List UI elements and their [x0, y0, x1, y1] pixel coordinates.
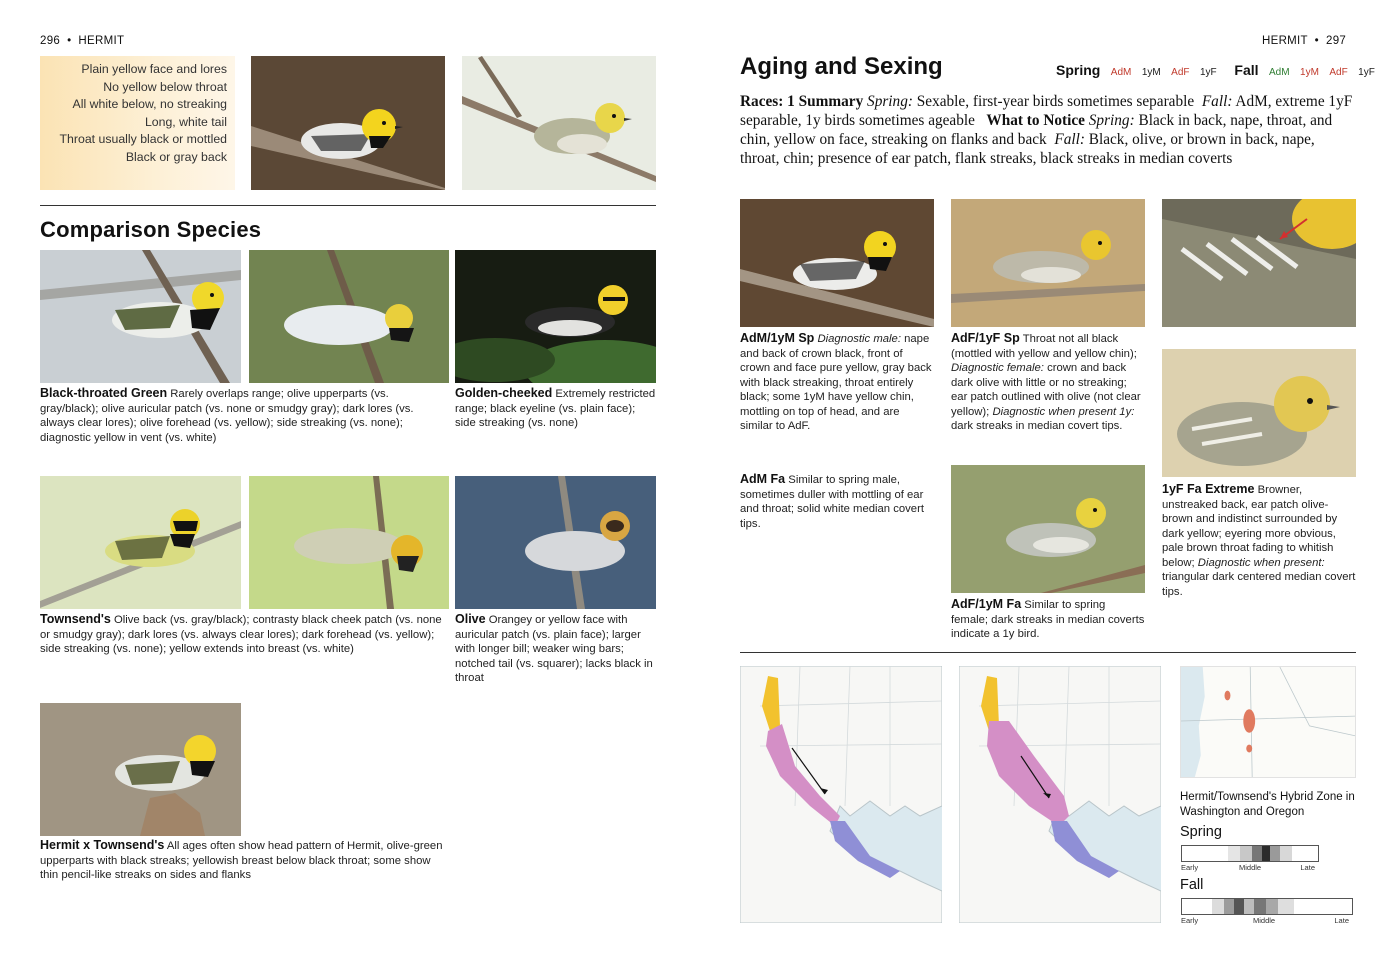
id-point: All white below, no streaking [72, 97, 227, 112]
photo-1yf-fall [1162, 349, 1356, 477]
species-name: Hermit x Townsend's [40, 838, 165, 852]
bullet: • [67, 35, 72, 47]
photo-adf-spring [951, 199, 1145, 327]
photo-black-throated-green [40, 250, 241, 383]
caption-label: AdM Fa [740, 472, 786, 486]
id-point: Black or gray back [125, 149, 227, 164]
comparison-olive [455, 612, 656, 686]
timing-fall-label: Fall [1180, 877, 1204, 893]
caption-text: triangular dark centered median covert tips. [1162, 571, 1356, 598]
photo-hermit-female [462, 56, 656, 190]
caption-text: Browner, unstreaked back, ear patch olive-brown and indistinct surrounded by dark yellow; eyering more obvious, pale brown throat fading to whitish below; [1162, 484, 1338, 569]
notice-label: What to Notice [986, 112, 1085, 129]
left-divider [40, 205, 656, 206]
races-label: Races: 1 [740, 93, 795, 110]
tick-middle: Middle [1239, 863, 1262, 872]
id-points-box [40, 56, 235, 190]
species-name: Townsend's [40, 612, 111, 626]
summary-paragraph [740, 92, 1356, 168]
legend-code: 1yF [1199, 67, 1217, 78]
species-text: Rarely overlaps range; olive upperparts (vs. gray/black); olive auricular patch (vs. none or smudgy gray); dark lores (vs. always clear lores); olive forehead (vs. yellow); side streaking (vs. none); diagnostic yellow in vent (vs. white) [40, 388, 414, 444]
timing-bar-fall [1181, 898, 1353, 915]
caption-text: crown and back dark olive with little or no streaking; ear patch outlined with olive (not clear yellow); [951, 362, 1141, 418]
species-text: Olive back (vs. gray/black); contrasty black cheek patch (vs. none or smudgy gray); dark lores (vs. always clear lores); dark forehead (vs. yellow); side streaking (vs. none); yellow extends into breast (vs. white) [40, 614, 442, 655]
legend-fall: Fall [1234, 62, 1259, 78]
fall-text: AdM, extreme 1yF separable, 1y birds sometimes ageable [740, 93, 1353, 129]
right-running-head [1262, 35, 1346, 47]
timing-spring-label: Spring [1180, 824, 1222, 840]
id-point: No yellow below throat [103, 79, 227, 94]
caption-label: AdM/1yM Sp [740, 331, 815, 345]
caption-text: nape and back of crown black, front of crown and face pure yellow, gray back with black streaking, throat entirely black; some 1yM have yellow chin, mottling on top of head, and are similar to AdF. [740, 333, 932, 432]
caption-adf-spring [951, 331, 1145, 434]
notice-spring-text: Black in back, nape, throat, and chin, yellow on face, streaking on flanks and back [740, 112, 1333, 148]
species-text: Orangey or yellow face with auricular patch (vs. plain face); larger with longer bill; weaker wing bars; notched tail (vs. squarer); lacks black in throat [455, 614, 653, 684]
legend-code: 1yF [1358, 67, 1375, 78]
species-text: Extremely restricted range; black eyeline (vs. plain face); side streaking (vs. none) [455, 388, 656, 429]
aging-heading: Aging and Sexing [740, 53, 943, 80]
photo-olive-warbler [455, 476, 656, 609]
comparison-townsends [40, 612, 444, 657]
species-name: Golden-cheeked [455, 386, 553, 400]
hybrid-zone-map [1180, 666, 1356, 778]
species-name: Olive [455, 612, 486, 626]
notice-fall-text: Black, olive, or brown in back, nape, throat, chin; presence of ear patch, flank streaks, black streaks in median coverts [740, 131, 1315, 167]
photo-townsends-2 [249, 476, 449, 609]
species-text: All ages often show head pattern of Hermit, olive-green upperparts with black streaks; yellowish breast below black throat; some show thin pencil-like streaks on sides and flanks [40, 840, 443, 881]
left-running-head [40, 35, 124, 47]
photo-adf-fall [951, 465, 1145, 593]
age-sex-legend [1056, 62, 1375, 80]
right-page-number: 297 [1326, 35, 1347, 47]
tick-late: Late [1300, 863, 1315, 872]
range-map-fall [959, 666, 1161, 923]
caption-italic: Diagnostic female: [951, 362, 1044, 374]
left-page-number: 296 [40, 35, 61, 47]
caption-label: AdF/1yF Sp [951, 331, 1020, 345]
legend-code: AdM [1110, 67, 1132, 78]
photo-black-throated-green-2 [249, 250, 449, 383]
caption-adm-spring [740, 331, 934, 434]
comparison-golden-cheeked [455, 386, 656, 431]
notice-spring-label: Spring: [1088, 112, 1135, 129]
id-point: Plain yellow face and lores [81, 62, 227, 76]
photo-golden-cheeked [455, 250, 656, 383]
caption-text: dark streaks in median covert tips. [951, 420, 1123, 432]
caption-adm-fall [740, 472, 934, 531]
caption-italic: Diagnostic male: [817, 333, 901, 345]
spring-text: Sexable, first-year birds sometimes separable [916, 93, 1195, 110]
hybrid-zone-title: Hermit/Townsend's Hybrid Zone in Washington and Oregon [1180, 791, 1355, 818]
timing-bar-spring [1181, 845, 1319, 862]
caption-text: Similar to spring male, sometimes duller with mottling of ear and throat; solid white median covert tips. [740, 474, 924, 530]
species-name: Black-throated Green [40, 386, 168, 400]
id-point: Long, white tail [144, 114, 227, 129]
tick-early: Early [1181, 863, 1199, 872]
photo-hermit-male [251, 56, 445, 190]
fall-label: Fall: [1201, 93, 1233, 110]
comparison-heading: Comparison Species [40, 217, 262, 242]
comparison-black-throated-green [40, 386, 444, 445]
caption-text: Throat not all black (mottled with yellow and yellow chin); [951, 333, 1137, 360]
range-map-spring [740, 666, 942, 923]
tick-late: Late [1334, 916, 1349, 925]
legend-code: 1yM [1300, 67, 1319, 78]
legend-code: AdM [1269, 67, 1290, 78]
legend-code: AdF [1171, 67, 1190, 78]
summary-label: Summary [798, 93, 864, 110]
legend-spring: Spring [1056, 62, 1101, 78]
caption-1yf-fall [1162, 482, 1356, 599]
right-divider [740, 652, 1356, 653]
photo-townsends [40, 476, 241, 609]
comparison-hybrid [40, 838, 444, 883]
left-section-name: HERMIT [78, 35, 125, 47]
bullet: • [1314, 35, 1319, 47]
id-point: Throat usually black or mottled [59, 132, 227, 147]
tick-early: Early [1181, 916, 1199, 925]
legend-code: AdF [1329, 67, 1348, 78]
caption-italic: Diagnostic when present 1y: [992, 405, 1135, 418]
timing-ticks-spring [1181, 863, 1319, 873]
legend-code: 1yM [1141, 67, 1161, 78]
right-section-name: HERMIT [1262, 35, 1308, 47]
photo-wing-detail [1162, 199, 1356, 327]
photo-adm-spring [740, 199, 934, 327]
caption-italic: Diagnostic when present: [1197, 556, 1325, 569]
caption-text: Similar to spring female; dark streaks in median coverts indicate a 1y bird. [951, 599, 1145, 640]
spring-label: Spring: [867, 93, 913, 110]
caption-label: 1yF Fa Extreme [1162, 482, 1255, 496]
photo-hermit-x-townsends [40, 703, 241, 836]
notice-fall-label: Fall: [1054, 131, 1085, 148]
tick-middle: Middle [1253, 916, 1276, 925]
caption-adf-fall [951, 597, 1145, 642]
caption-label: AdF/1yM Fa [951, 597, 1022, 611]
timing-ticks-fall [1181, 916, 1353, 926]
